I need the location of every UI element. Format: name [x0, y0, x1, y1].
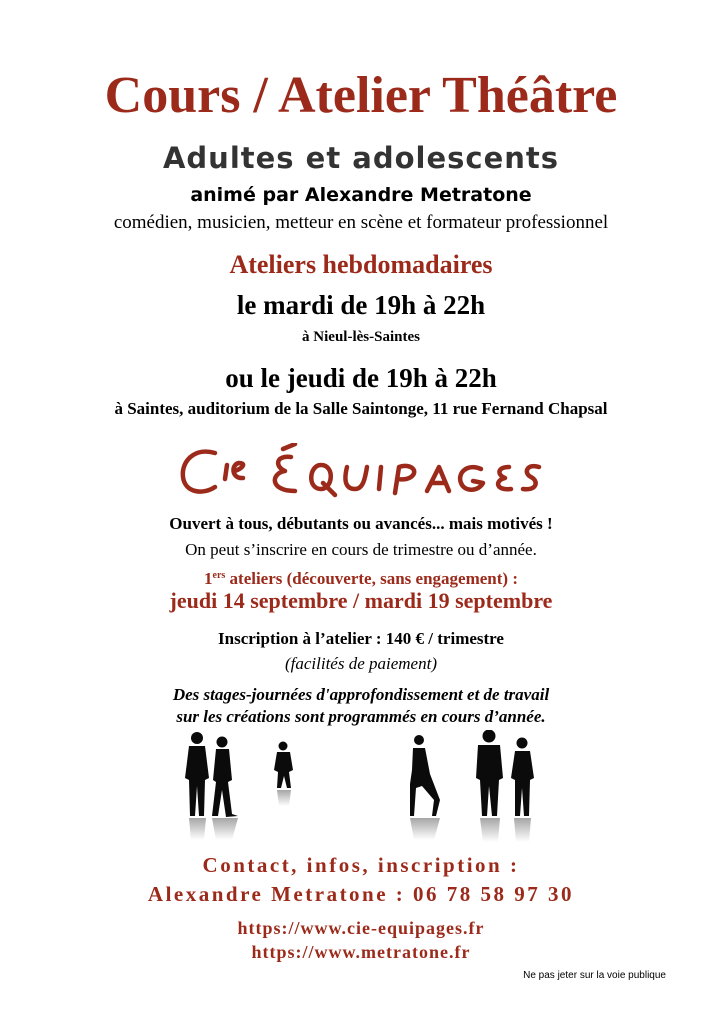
price-line: Inscription à l’atelier : 140 € / trimestre [218, 629, 504, 648]
enrollment-note: On peut s’inscrire en cours de trimestre ou d’année. [185, 540, 537, 559]
open-to-all: Ouvert à tous, débutants ou avancés... mais motivés ! [169, 514, 553, 533]
website-link-equipages[interactable]: https://www.cie-equipages.fr [237, 918, 485, 938]
footer-notice: Ne pas jeter sur la voie publique [523, 970, 666, 981]
people-silhouettes-icon [0, 730, 722, 845]
host-line: animé par Alexandre Metratone [190, 184, 532, 206]
thursday-schedule: ou le jeudi de 19h à 22h [225, 363, 497, 393]
silhouettes-illustration [0, 730, 722, 845]
workshops-line-1: Des stages-journées d'approfondissement et de travail [172, 685, 550, 704]
audience-subtitle: Adultes et adolescents [162, 141, 560, 175]
first-session-dates: jeudi 14 septembre / mardi 19 septembre [169, 588, 553, 613]
host-roles: comédien, musicien, metteur en scène et formateur professionnel [113, 212, 609, 233]
first-superscript: ers [212, 570, 226, 581]
weekly-heading: Ateliers hebdomadaires [229, 250, 493, 279]
thursday-location: à Saintes, auditorium de la Salle Saintonge, 11 rue Fernand Chapsal [114, 399, 608, 418]
payment-facilities: (facilités de paiement) [284, 654, 437, 673]
company-logo [0, 443, 722, 503]
contact-phone: Alexandre Metratone : 06 78 58 97 30 [147, 882, 575, 906]
workshops-line-2: sur les créations sont programmés en cours d’année. [176, 707, 546, 726]
tuesday-schedule: le mardi de 19h à 22h [236, 290, 486, 320]
website-link-metratone[interactable]: https://www.metratone.fr [251, 942, 471, 962]
flyer-title: Cours / Atelier Théâtre [104, 67, 618, 124]
first-rest: ateliers (découverte, sans engagement) : [225, 569, 518, 588]
tuesday-location: à Nieul-lès-Saintes [302, 329, 420, 345]
contact-heading: Contact, infos, inscription : [202, 853, 520, 877]
equipages-logo-icon [171, 443, 551, 503]
first-number: 1 [204, 569, 213, 588]
